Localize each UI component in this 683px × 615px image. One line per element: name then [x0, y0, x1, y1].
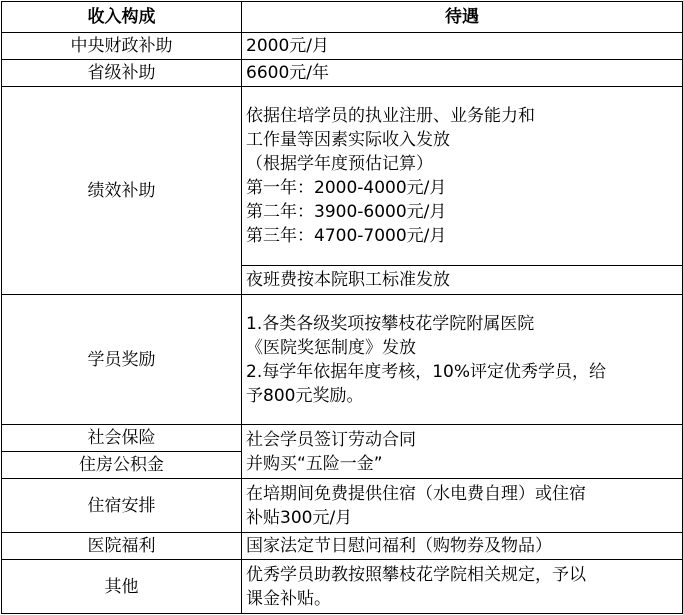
table-header-row: [2, 2, 683, 33]
header-benefits: 待遇: [242, 2, 683, 33]
row-value-other: [242, 560, 683, 614]
row-value-hospital-welfare: 国家法定节日慰问福利（购物券及物品）: [242, 533, 683, 560]
row-label-central-subsidy: 中央财政补助: [2, 33, 242, 60]
row-value-performance-subsidy: [242, 87, 683, 266]
row-label-other: 其他: [2, 560, 242, 614]
table-row: [2, 479, 683, 533]
other-line: 课金补贴。: [246, 588, 331, 609]
table-row: [2, 560, 683, 614]
row-value-night-shift: 夜班费按本院职工标准发放: [242, 266, 683, 295]
row-value-accommodation: [242, 479, 683, 533]
row-value-insurance-housing: [242, 425, 683, 479]
awards-line: 1.各类各级奖项按攀枝花学院附属医院: [246, 313, 535, 334]
performance-line: 第三年：4700-7000元/月: [246, 226, 447, 246]
table-row: [2, 87, 683, 266]
row-value-provincial-subsidy: 6600元/年: [242, 60, 683, 87]
performance-line: 工作量等因素实际收入发放: [246, 130, 450, 150]
table-row: [2, 33, 683, 60]
row-value-trainee-awards: [242, 295, 683, 425]
benefits-table: [1, 1, 683, 614]
row-label-social-insurance: 社会保险: [2, 425, 242, 452]
table-row: [2, 533, 683, 560]
header-income-composition: 收入构成: [2, 2, 242, 33]
table-row: [2, 60, 683, 87]
insurance-line: 社会学员签订劳动合同: [246, 429, 416, 450]
row-label-hospital-welfare: 医院福利: [2, 533, 242, 560]
row-label-housing-fund: 住房公积金: [2, 452, 242, 479]
table-row: [2, 425, 683, 452]
row-label-performance-subsidy: 绩效补助: [2, 87, 242, 295]
row-label-provincial-subsidy: 省级补助: [2, 60, 242, 87]
awards-line: 《医院奖惩制度》发放: [246, 337, 416, 358]
performance-line: （根据学年度预估记算）: [246, 154, 433, 174]
performance-line: 第一年：2000-4000元/月: [246, 178, 447, 198]
other-line: 优秀学员助教按照攀枝花学院相关规定，予以: [246, 564, 586, 585]
awards-line: 予800元奖励。: [246, 385, 364, 406]
row-label-accommodation: 住宿安排: [2, 479, 242, 533]
table-row: [2, 295, 683, 425]
performance-line: 依据住培学员的执业注册、业务能力和: [246, 106, 535, 126]
row-label-trainee-awards: 学员奖励: [2, 295, 242, 425]
accommodation-line: 补贴300元/月: [246, 507, 353, 528]
insurance-line: 并购买“五险一金”: [246, 453, 383, 474]
performance-line: 第二年：3900-6000元/月: [246, 202, 447, 222]
accommodation-line: 在培期间免费提供住宿（水电费自理）或住宿: [246, 483, 586, 504]
awards-line: 2.每学年依据年度考核，10%评定优秀学员，给: [246, 361, 607, 382]
row-value-central-subsidy: 2000元/月: [242, 33, 683, 60]
